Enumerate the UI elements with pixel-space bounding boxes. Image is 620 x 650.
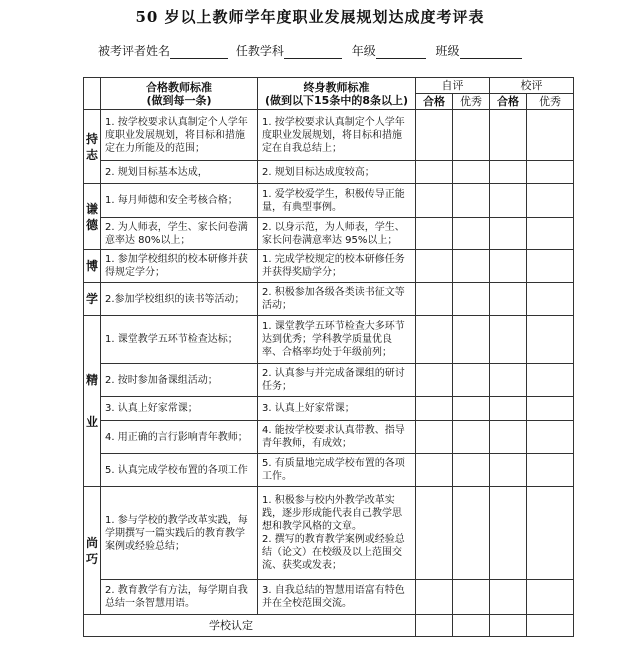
school-pass-cell[interactable] — [490, 110, 527, 161]
qualified-criterion: 1. 参加学校组织的校本研修并获得规定学分； — [101, 250, 258, 283]
qualified-criterion: 1. 课堂教学五环节检查达标； — [101, 316, 258, 364]
class-blank[interactable] — [460, 46, 522, 59]
category-qiande: 谦德 — [84, 184, 101, 250]
lifelong-criterion: 1. 积极参与校内外教学改革实践，逐步形成能代表自己教学思想和教学风格的文章。 2. 撰写的教育教学案例或经验总结（论文）在校级及以上范围交流、获奖或发表； — [258, 487, 416, 580]
lifelong-title: 终身教师标准 — [303, 80, 370, 94]
school-pass-cell[interactable] — [490, 283, 527, 316]
header-self-pass: 合格 — [416, 94, 453, 110]
lifelong-criterion: 3. 自我总结的智慧用语富有特色并在全校范围交流。 — [258, 580, 416, 615]
lifelong-criterion: 2. 以身示范，为人师表，学生、家长问卷满意率达 95%以上； — [258, 218, 416, 250]
school-pass-cell[interactable] — [490, 184, 527, 218]
self-excellent-cell[interactable] — [453, 161, 490, 184]
school-excellent-cell[interactable] — [527, 454, 574, 487]
school-pass-cell[interactable] — [490, 364, 527, 397]
school-pass-cell[interactable] — [490, 421, 527, 454]
page-title: 50 岁以上教师学年度职业发展规划达成度考评表 — [135, 8, 485, 26]
qualified-criterion: 2. 规划目标基本达成， — [101, 161, 258, 184]
header-qualified — [101, 78, 258, 110]
grade-label: 年级 — [351, 44, 376, 58]
school-excellent-cell[interactable] — [527, 364, 574, 397]
name-label: 被考评者姓名 — [98, 44, 171, 58]
header-category — [84, 78, 101, 110]
lifelong-criterion: 1. 课堂教学五环节检查大多环节达到优秀；学科教学质量优良率、合格率均处于年级前列； — [258, 316, 416, 364]
school-excellent-cell[interactable] — [527, 580, 574, 615]
self-excellent-cell[interactable] — [453, 250, 490, 283]
self-pass-cell[interactable] — [416, 218, 453, 250]
school-pass-cell[interactable] — [490, 580, 527, 615]
self-excellent-cell[interactable] — [453, 283, 490, 316]
lifelong-criterion: 1. 完成学校规定的校本研修任务并获得奖励学分； — [258, 250, 416, 283]
school-excellent-cell[interactable] — [527, 250, 574, 283]
qualified-title: 合格教师标准 — [146, 80, 212, 94]
self-excellent-cell[interactable] — [453, 487, 490, 580]
grade-blank[interactable] — [376, 46, 426, 59]
qualified-criterion: 3. 认真上好家常课； — [101, 397, 258, 421]
lifelong-criterion: 4. 能按学校要求认真带教、指导青年教师，有成效； — [258, 421, 416, 454]
self-excellent-cell[interactable] — [453, 218, 490, 250]
self-excellent-cell[interactable] — [453, 364, 490, 397]
self-excellent-cell[interactable] — [453, 184, 490, 218]
self-pass-cell[interactable] — [416, 397, 453, 421]
category-xue: 学 — [84, 283, 101, 316]
self-excellent-cell[interactable] — [453, 580, 490, 615]
school-pass-cell[interactable] — [490, 218, 527, 250]
qualified-criterion: 2.参加学校组织的读书等活动； — [101, 283, 258, 316]
self-pass-cell[interactable] — [416, 283, 453, 316]
school-pass-cell[interactable] — [490, 316, 527, 364]
qualified-sub: (做到每一条) — [146, 93, 212, 107]
self-pass-cell[interactable] — [416, 184, 453, 218]
evaluee-info-line — [98, 42, 522, 59]
class-label: 班级 — [435, 44, 460, 58]
lifelong-criterion: 2. 规划目标达成度较高； — [258, 161, 416, 184]
self-pass-cell[interactable] — [416, 110, 453, 161]
self-pass-cell[interactable] — [416, 364, 453, 397]
category-bo: 博 — [84, 250, 101, 283]
school-pass-cell[interactable] — [490, 250, 527, 283]
self-pass-cell[interactable] — [416, 454, 453, 487]
qualified-criterion: 5. 认真完成学校布置的各项工作 — [101, 454, 258, 487]
school-pass-cell[interactable] — [490, 454, 527, 487]
school-excellent-cell[interactable] — [527, 218, 574, 250]
qualified-criterion: 2. 为人师表，学生、家长问卷满意率达 80%以上； — [101, 218, 258, 250]
self-excellent-cell[interactable] — [453, 316, 490, 364]
header-school-eval: 校评 — [490, 78, 574, 94]
self-pass-cell[interactable] — [416, 161, 453, 184]
school-excellent-cell[interactable] — [527, 110, 574, 161]
school-excellent-cell[interactable] — [527, 487, 574, 580]
self-pass-cell[interactable] — [416, 487, 453, 580]
lifelong-criterion: 1. 爱学校爱学生，积极传导正能量，有典型事例。 — [258, 184, 416, 218]
self-pass-cell[interactable] — [416, 421, 453, 454]
school-pass-cell[interactable] — [490, 487, 527, 580]
qualified-criterion: 2. 按时参加备课组活动； — [101, 364, 258, 397]
self-pass-cell[interactable] — [416, 250, 453, 283]
self-excellent-cell[interactable] — [453, 397, 490, 421]
school-excellent-cell[interactable] — [527, 283, 574, 316]
school-pass-cell[interactable] — [490, 397, 527, 421]
lifelong-criterion: 5. 有质量地完成学校布置的各项工作。 — [258, 454, 416, 487]
school-excellent-cell[interactable] — [527, 421, 574, 454]
self-pass-cell[interactable] — [416, 580, 453, 615]
school-excellent-cell[interactable] — [527, 184, 574, 218]
self-excellent-cell[interactable] — [453, 421, 490, 454]
lifelong-criterion: 2. 积极参加各级各类读书征文等活动； — [258, 283, 416, 316]
header-lifelong — [258, 78, 416, 110]
header-school-excellent: 优秀 — [527, 94, 574, 110]
category-chizhi: 持志 — [84, 110, 101, 184]
school-excellent-cell[interactable] — [527, 615, 574, 637]
lifelong-criterion: 1. 按学校要求认真制定个人学年度职业发展规划，将目标和措施定在自我总结上； — [258, 110, 416, 161]
school-recognition-label: 学校认定 — [84, 615, 416, 637]
header-self-excellent: 优秀 — [453, 94, 490, 110]
self-excellent-cell[interactable] — [453, 110, 490, 161]
self-pass-cell[interactable] — [416, 615, 453, 637]
qualified-criterion: 2. 教育教学有方法，每学期自我总结一条智慧用语。 — [101, 580, 258, 615]
qualified-criterion: 4. 用正确的言行影响青年教师； — [101, 421, 258, 454]
header-self-eval: 自评 — [416, 78, 490, 94]
qualified-criterion: 1. 按学校要求认真制定个人学年度职业发展规划，将目标和措施定在力所能及的范围； — [101, 110, 258, 161]
self-pass-cell[interactable] — [416, 316, 453, 364]
qualified-criterion: 1. 参与学校的教学改革实践，每学期撰写一篇实践后的教育教学案例或经验总结； — [101, 487, 258, 580]
name-blank[interactable] — [170, 46, 228, 59]
school-excellent-cell[interactable] — [527, 397, 574, 421]
school-pass-cell[interactable] — [490, 615, 527, 637]
category-jing: 精 — [85, 373, 98, 387]
lifelong-sub: (做到以下15条中的8条以上) — [264, 93, 408, 107]
header-school-pass: 合格 — [490, 94, 527, 110]
school-excellent-cell[interactable] — [527, 161, 574, 184]
lifelong-criterion: 2. 认真参与并完成备课组的研讨任务； — [258, 364, 416, 397]
self-excellent-cell[interactable] — [453, 454, 490, 487]
category-ye: 业 — [85, 415, 98, 429]
category-jingye — [84, 316, 101, 487]
school-excellent-cell[interactable] — [527, 316, 574, 364]
lifelong-criterion: 3. 认真上好家常课； — [258, 397, 416, 421]
school-pass-cell[interactable] — [490, 161, 527, 184]
category-shangqiao: 尚巧 — [84, 487, 101, 615]
subject-label: 任教学科 — [235, 44, 284, 58]
subject-blank[interactable] — [284, 46, 342, 59]
qualified-criterion: 1. 每月师德和安全考核合格； — [101, 184, 258, 218]
evaluation-table — [83, 77, 574, 637]
self-excellent-cell[interactable] — [453, 615, 490, 637]
